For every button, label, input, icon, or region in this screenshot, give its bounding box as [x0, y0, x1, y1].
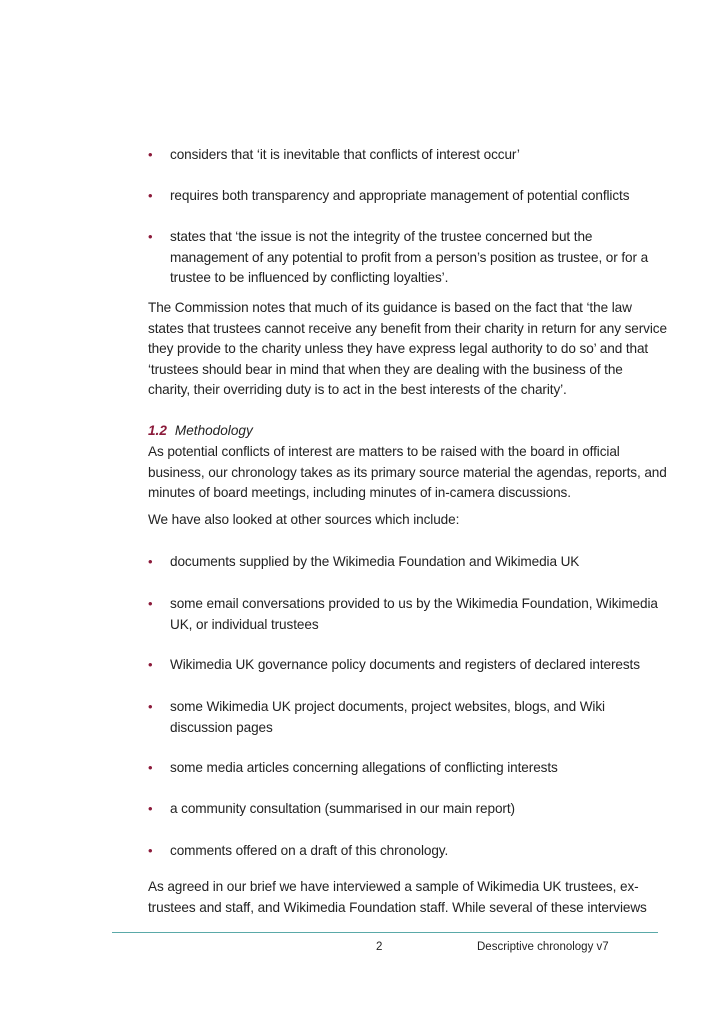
bullet-icon: •	[148, 229, 153, 244]
paragraph-methodology: As potential conflicts of interest are matters to be raised with the board in official business, our chronology takes as its primary source material the agendas, reports, and minutes of board meetings, including minutes of in-camera discussions.	[148, 444, 667, 500]
list-item-text: requires both transparency and appropriate management of potential conflicts	[170, 188, 630, 203]
section-title: Methodology	[174, 423, 253, 438]
list-item-text: Wikimedia UK governance policy documents and registers of declared interests	[170, 657, 640, 672]
list-item-text: documents supplied by the Wikimedia Foundation and Wikimedia UK	[170, 554, 580, 569]
list-item-text: some media articles concerning allegations of conflicting interests	[170, 760, 558, 775]
bullet-icon: •	[148, 188, 153, 203]
paragraph-commission: The Commission notes that much of its guidance is based on the fact that ‘the law states that trustees cannot receive any benefit from their charity in return for any service they provide to the charity unless they have express legal authority to do so’ and that ‘trustees should bear in mind that when they are dealing with the business of the charity, their overriding duty is to act in the best interests of the charity’.	[148, 300, 667, 397]
footer-doc-title: Descriptive chronology v7	[477, 941, 609, 953]
list-item	[148, 655, 668, 676]
list-item	[148, 697, 668, 738]
bullet-icon: •	[148, 699, 153, 714]
bullet-icon: •	[148, 596, 153, 611]
bullet-icon: •	[148, 801, 153, 816]
bullet-icon: •	[148, 554, 153, 569]
list-item-text: some email conversations provided to us by the Wikimedia Foundation, Wikimedia UK, or individual trustees	[170, 596, 658, 632]
list-item	[148, 758, 668, 779]
list-item	[148, 799, 668, 820]
list-item-text: a community consultation (summarised in our main report)	[170, 801, 515, 816]
bullet-icon: •	[148, 147, 153, 162]
list-item-text: states that ‘the issue is not the integrity of the trustee concerned but the management of any potential to profit from a person’s position as trustee, or for a trustee to be influenced by conflicting loyalties’.	[170, 229, 649, 285]
list-item	[148, 145, 668, 166]
footer-divider	[112, 932, 658, 933]
list-item-text: comments offered on a draft of this chronology.	[170, 843, 449, 858]
list-item	[148, 552, 668, 573]
page-number: 2	[376, 941, 383, 953]
section-heading	[148, 421, 253, 441]
bullet-icon: •	[148, 843, 153, 858]
list-item	[148, 186, 668, 207]
paragraph-sources-intro: We have also looked at other sources which include:	[148, 512, 460, 527]
list-item-text: some Wikimedia UK project documents, project websites, blogs, and Wiki discussion pages	[170, 699, 605, 735]
bullet-icon: •	[148, 657, 153, 672]
paragraph-final: As agreed in our brief we have interviewed a sample of Wikimedia UK trustees, ex-trustees and staff, and Wikimedia Foundation staff. While several of these interviews	[148, 879, 647, 915]
list-item	[148, 594, 668, 635]
list-item	[148, 227, 668, 289]
list-item-text: considers that ‘it is inevitable that conflicts of interest occur’	[170, 147, 520, 162]
section-number: 1.2	[148, 423, 167, 438]
bullet-icon: •	[148, 760, 153, 775]
list-item	[148, 841, 668, 862]
